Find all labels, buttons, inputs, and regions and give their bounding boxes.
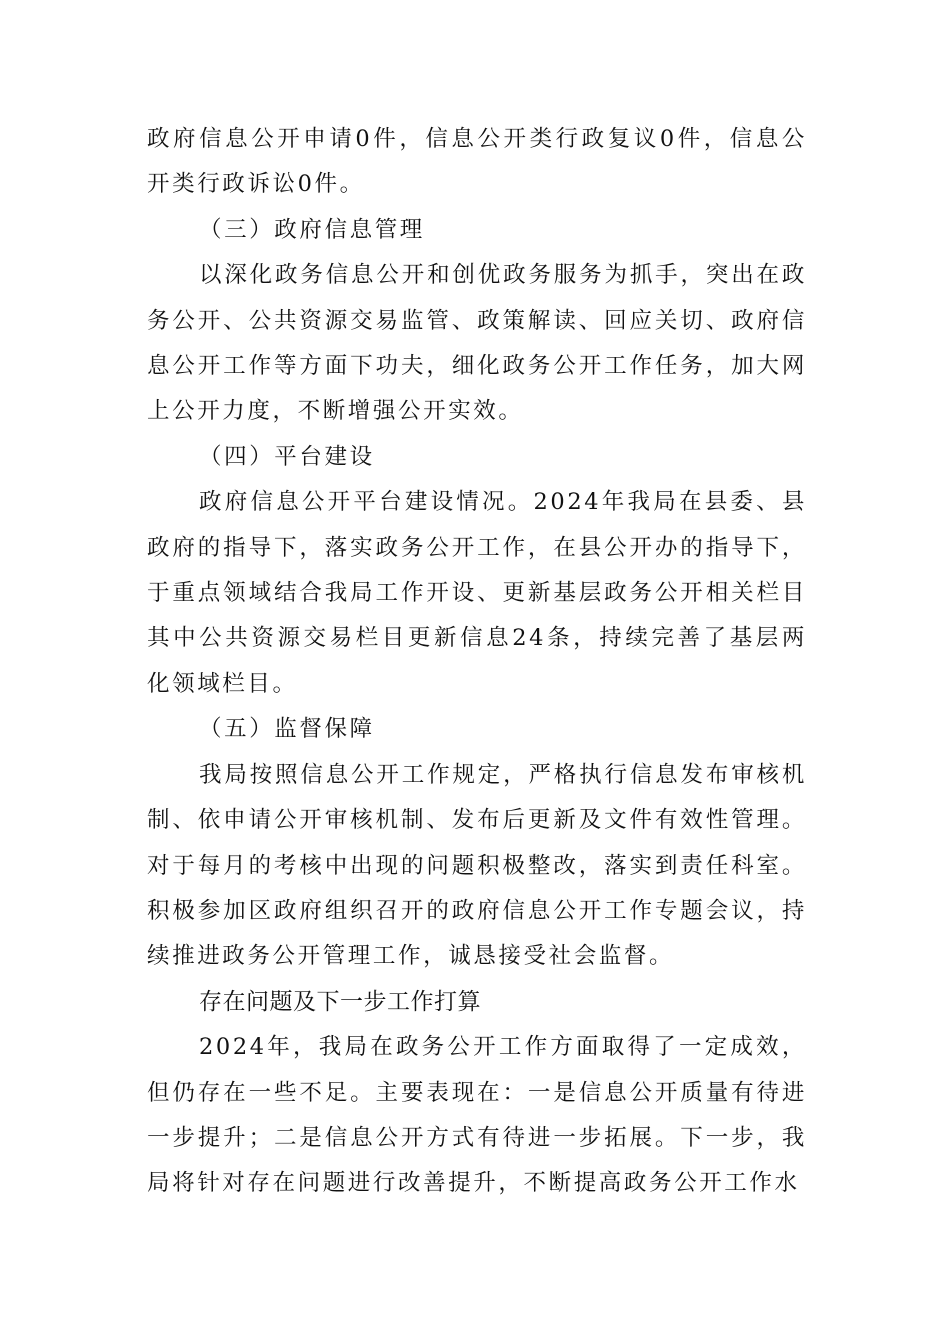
section-4-heading: （四）平台建设 (199, 443, 375, 470)
continuation-paragraph: 政府信息公开申请0件，信息公开类行政复议0件，信息公开类行政诉讼0件。 (147, 126, 807, 198)
section-3-heading: （三）政府信息管理 (199, 216, 425, 243)
section-4-body: 政府信息公开平台建设情况。2024年我局在县委、县政府的指导下，落实政务公开工作，在县公开办的指导下，于重点领域结合我局工作开设、更新基层政务公开相关栏目其中公共资源交易栏目更新信息24条，持续完善了基层两化领域栏目。 (147, 489, 807, 697)
section-5-body: 我局按照信息公开工作规定，严格执行信息发布审核机制、依申请公开审核机制、发布后更新及文件有效性管理。对于每月的考核中出现的问题积极整改，落实到责任科室。积极参加区政府组织召开的政府信息公开工作专题会议，持续推进政务公开管理工作，诚恳接受社会监督。 (147, 761, 807, 970)
document-body (147, 117, 807, 1207)
problems-section-title: 存在问题及下一步工作打算 (199, 988, 481, 1015)
section-5-heading: （五）监督保障 (199, 716, 375, 743)
section-3-body: 以深化政务信息公开和创优政务服务为抓手，突出在政务公开、公共资源交易监管、政策解读、回应关切、政府信息公开工作等方面下功夫，细化政务公开工作任务，加大网上公开力度，不断增强公开实效。 (147, 262, 807, 425)
problems-section-body: 2024年，我局在政务公开工作方面取得了一定成效，但仍存在一些不足。主要表现在：一是信息公开质量有待进一步提升；二是信息公开方式有待进一步拓展。下一步，我局将针对存在问题进行改善提升，不断提高政务公开工作水 (147, 1034, 807, 1197)
